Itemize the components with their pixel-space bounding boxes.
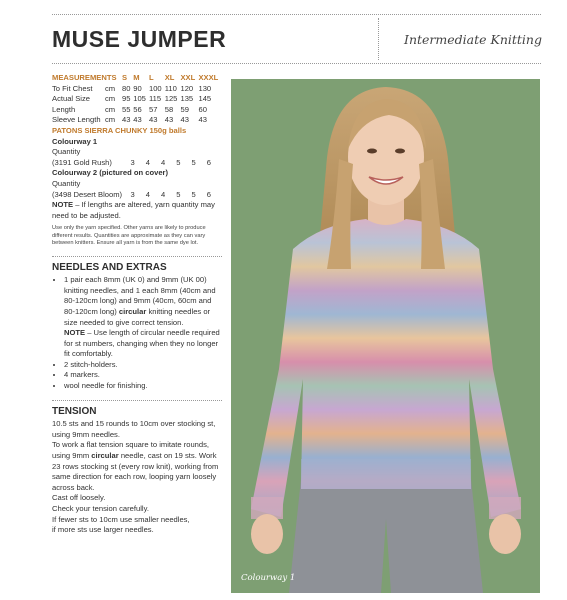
photo-caption: Colourway 1 — [241, 573, 296, 583]
measurement-row — [52, 115, 222, 126]
note-text: – If lengths are altered, yarn quantity may need to be adjusted. — [52, 200, 215, 220]
list-item: • 2 stitch-holders. — [64, 360, 222, 371]
section-divider — [52, 400, 222, 401]
quantity-value: 3 — [130, 157, 135, 167]
note-text: – Use length of circular needle required for st numbers, changing when they no longer fit comfortably. — [64, 328, 220, 359]
measurement-value: 125 — [164, 94, 178, 104]
quantity-value: 5 — [176, 157, 181, 167]
tension-bold: circular — [91, 451, 119, 461]
list-item: • 4 markers. — [64, 370, 222, 381]
list-item — [64, 275, 222, 328]
measurement-value: 80 — [122, 83, 131, 93]
tension-heading: TENSION — [52, 405, 97, 417]
measurement-value: 56 — [133, 104, 142, 114]
needles-heading: NEEDLES AND EXTRAS — [52, 261, 167, 273]
size-s: S — [122, 73, 128, 82]
yarn-small-print: Use only the yarn specified. Other yarns are likely to produce different results. Quantities are approximate as they can vary between knitters. Ensure all yarn is from the same dye lot. — [52, 225, 206, 247]
note-label: NOTE — [64, 328, 86, 338]
model-photo — [231, 79, 540, 593]
measurement-value: 110 — [164, 83, 177, 93]
measurement-value: 57 — [148, 104, 158, 114]
quantity-value: 5 — [176, 189, 181, 199]
colourway-2-quantity-row — [52, 190, 222, 201]
shade-label: (3191 Gold Rush) — [52, 157, 112, 167]
yarn-note — [52, 200, 222, 221]
measurement-unit: cm — [105, 115, 116, 125]
measurements-table — [52, 73, 222, 126]
needles-text: knitting needles or size needed to give correct tension. — [64, 306, 211, 327]
tension-text: 10.5 sts and 15 rounds to 10cm over stocking st, using 9mm needles. — [52, 419, 216, 439]
tension-text: If fewer sts to 10cm use smaller needles, — [52, 514, 190, 524]
pattern-title: MUSE JUMPER — [52, 26, 227, 52]
quantity-value: 5 — [191, 189, 196, 199]
measurement-value: 43 — [148, 115, 158, 125]
tension-text — [52, 440, 222, 493]
note-label: NOTE — [52, 200, 74, 210]
size-xxxl: XXXL — [198, 73, 219, 82]
measurement-value: 43 — [122, 115, 131, 125]
measurement-value: 43 — [164, 115, 174, 125]
measurement-value: 115 — [148, 94, 162, 104]
colourway-1-quantity-label: Quantity — [52, 147, 81, 157]
needles-bold: circular — [118, 306, 147, 316]
tension-text: if more sts use larger needles. — [52, 525, 154, 535]
quantity-value: 3 — [130, 189, 135, 199]
quantity-value: 4 — [145, 157, 150, 167]
colourway-1-quantity-row — [52, 158, 222, 169]
measurement-value: 95 — [122, 94, 131, 104]
measurement-value: 145 — [198, 94, 212, 104]
colourway-1-title: Colourway 1 — [52, 136, 98, 146]
quantity-value: 6 — [206, 189, 211, 199]
measurement-value: 130 — [198, 83, 212, 93]
measurement-unit: cm — [105, 104, 116, 114]
measurement-value: 55 — [122, 104, 131, 114]
measurements-heading: MEASUREMENTS — [52, 73, 117, 82]
measurements-header-row — [52, 73, 222, 84]
measurement-value: 135 — [180, 94, 194, 104]
size-xxl: XXL — [180, 73, 196, 82]
header-dotted-rule — [52, 63, 541, 64]
yarn-heading: PATONS SIERRA CHUNKY 150g balls — [52, 125, 187, 135]
measurement-label: Length — [52, 104, 76, 114]
needles-note — [52, 328, 222, 360]
size-xl: XL — [164, 73, 175, 82]
size-m: M — [133, 73, 140, 82]
list-item: • wool needle for finishing. — [64, 381, 222, 392]
measurement-value: 60 — [198, 104, 207, 114]
shade-label: (3498 Desert Bloom) — [52, 189, 123, 199]
measurement-row — [52, 94, 222, 105]
measurement-value: 100 — [148, 83, 162, 93]
measurement-unit: cm — [105, 94, 116, 104]
measurement-value: 43 — [133, 115, 142, 125]
skill-level: Intermediate Knitting — [404, 32, 542, 47]
quantity-value: 4 — [160, 157, 166, 167]
measurement-label: Actual Size — [52, 94, 90, 104]
tension-fragment: needle, cast on 19 sts. Work 23 rows stocking st (every row knit), working from same direction for each row, looping yarn loosely across back. — [52, 451, 219, 492]
needles-list — [52, 275, 222, 328]
measurement-value: 105 — [133, 94, 146, 104]
header-divider — [378, 18, 379, 60]
measurement-label: Sleeve Length — [52, 115, 101, 125]
measurement-unit: cm — [105, 83, 116, 93]
top-dotted-rule — [52, 14, 541, 15]
tension-text: Check your tension carefully. — [52, 504, 149, 513]
section-divider — [52, 256, 222, 257]
jumper-illustration — [231, 79, 540, 593]
measurement-value: 90 — [133, 83, 142, 93]
pattern-details-column — [52, 73, 222, 536]
measurement-value: 43 — [180, 115, 189, 125]
measurement-row — [52, 84, 222, 95]
quantity-value: 6 — [206, 157, 211, 167]
measurement-value: 59 — [180, 104, 189, 114]
size-l: L — [148, 73, 154, 82]
quantity-value: 4 — [145, 189, 150, 199]
colourway-2-quantity-label: Quantity — [52, 178, 81, 188]
quantity-value: 5 — [191, 157, 196, 167]
quantity-value: 4 — [160, 189, 166, 199]
measurement-label: To Fit Chest — [52, 83, 93, 93]
measurement-value: 120 — [180, 83, 194, 93]
tension-text: Cast off loosely. — [52, 493, 106, 503]
needles-text: 1 pair each 8mm (UK 0) and 9mm (UK 00) knitting needles, and 1 each 8mm (40cm and 80-120cm long) and 9mm (40cm, 60cm and 80-120cm long) — [64, 275, 216, 316]
measurement-value: 58 — [164, 104, 174, 114]
colourway-2-title: Colourway 2 (pictured on cover) — [52, 168, 169, 178]
tension-fragment: To work a flat tension square to imitate rounds, using 9mm — [52, 440, 210, 461]
measurement-row — [52, 105, 222, 116]
extras-list — [52, 360, 222, 392]
measurement-value: 43 — [198, 115, 207, 125]
